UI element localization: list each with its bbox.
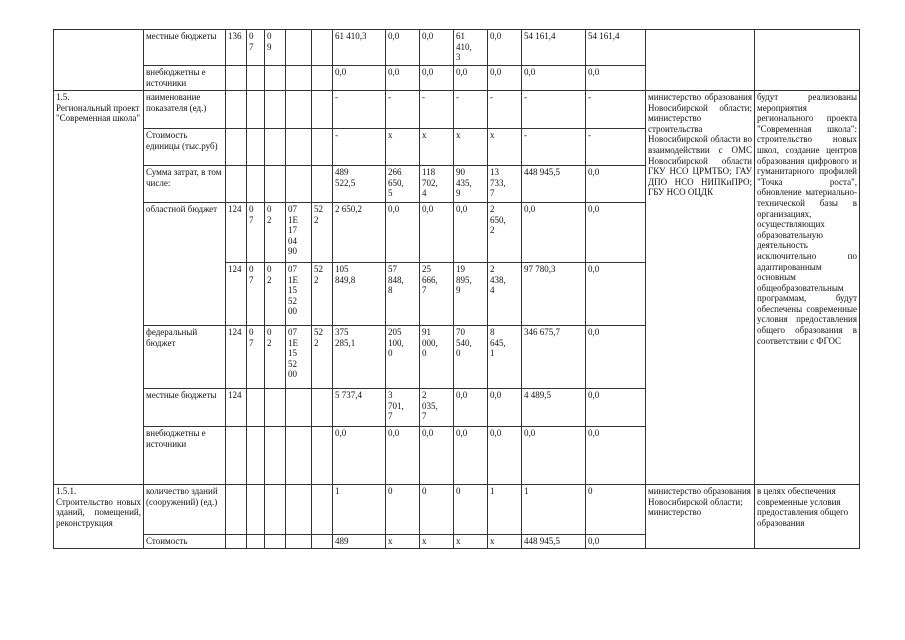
table-cell: 52 2 [312, 203, 333, 263]
table-cell: 97 780,3 [522, 263, 586, 326]
table-cell: 0 7 [247, 30, 265, 66]
table-cell: 2 650, 2 [488, 203, 522, 263]
table-cell: 0,0 [586, 166, 646, 203]
table-cell: 0,0 [522, 203, 586, 263]
table-cell [286, 389, 312, 427]
table-cell [286, 485, 312, 535]
table-cell: 136 [226, 30, 247, 66]
table-cell: x [488, 535, 522, 549]
table-cell: 0,0 [386, 66, 420, 91]
table-cell: 61 410, 3 [454, 30, 488, 66]
table-cell [286, 427, 312, 485]
table-cell: - [488, 91, 522, 129]
table-cell: 0,0 [488, 66, 522, 91]
table-cell: 07 1Е 15 52 00 [286, 326, 312, 389]
table-cell: 91 000, 0 [420, 326, 454, 389]
table-cell: 118 702, 4 [420, 166, 454, 203]
table-cell: - [522, 129, 586, 166]
table-cell [312, 535, 333, 549]
table-cell: 0 2 [265, 263, 286, 326]
table-cell: 205 100, 0 [386, 326, 420, 389]
table-cell: 1 [522, 485, 586, 535]
table-cell [226, 129, 247, 166]
table-cell: - [586, 91, 646, 129]
table-cell: 0 2 [265, 203, 286, 263]
table-cell [286, 535, 312, 549]
table-cell [265, 166, 286, 203]
table-cell: областной бюджет [144, 203, 226, 326]
table-cell [247, 535, 265, 549]
table-cell: 0,0 [586, 263, 646, 326]
table-cell [226, 91, 247, 129]
table-cell: 07 1Е 15 52 00 [286, 263, 312, 326]
table-cell [247, 389, 265, 427]
table-cell: 0,0 [420, 66, 454, 91]
table-cell [286, 129, 312, 166]
table-cell: 105 849,8 [333, 263, 386, 326]
table-cell: 124 [226, 263, 247, 326]
table-cell: 2 035, 7 [420, 389, 454, 427]
table-cell: 448 945,5 [522, 166, 586, 203]
result-cell: будут реализованы мероприятия регионального проекта "Современная школа": строительство новых школ, создание центров образования цифрового и гуманитарного профилей "Точка роста", обновление материально-технической базы в организациях, осуществляющих образовательную деятельность исключительно по адаптированным основным общеобразовательным программам, будут обеспечены современные условия предоставления общего образования в соответствии с ФГОС [755, 91, 860, 485]
table-cell: 346 675,7 [522, 326, 586, 389]
table-cell: 1 [333, 485, 386, 535]
table-cell: 5 737,4 [333, 389, 386, 427]
table-cell [226, 535, 247, 549]
table-cell [247, 485, 265, 535]
table-cell [265, 427, 286, 485]
table-cell [226, 427, 247, 485]
table-cell [247, 427, 265, 485]
table-cell: внебюджетны е источники [144, 66, 226, 91]
table-cell: 0,0 [488, 389, 522, 427]
table-cell: федеральный бюджет [144, 326, 226, 389]
table-cell: 0 [454, 485, 488, 535]
table-cell [312, 427, 333, 485]
table-cell: - [333, 91, 386, 129]
table-cell [312, 66, 333, 91]
table-cell: 2 650,2 [333, 203, 386, 263]
table-cell [265, 91, 286, 129]
table-cell: 19 895, 9 [454, 263, 488, 326]
table-cell: количество зданий (сооружений) (ед.) [144, 485, 226, 535]
table-cell: x [386, 129, 420, 166]
table-cell [265, 129, 286, 166]
table-cell [286, 166, 312, 203]
table-cell: 0 7 [247, 203, 265, 263]
table-cell: 61 410,3 [333, 30, 386, 66]
table-cell: 0 7 [247, 326, 265, 389]
table-cell: 25 666, 7 [420, 263, 454, 326]
table-cell: 0,0 [386, 30, 420, 66]
section-title-cell: 1.5.1. Строительство новых зданий, помещений, реконструкция [54, 485, 144, 549]
table-cell [286, 66, 312, 91]
table-row [54, 91, 860, 129]
table-cell: - [586, 129, 646, 166]
table-cell: 0 9 [265, 30, 286, 66]
table-cell: 0,0 [454, 427, 488, 485]
table-cell [247, 91, 265, 129]
table-cell: x [488, 129, 522, 166]
table-cell: - [420, 91, 454, 129]
result-cell: в целях обеспечения современные условия предоставления общего образования [755, 485, 860, 549]
table-cell [247, 166, 265, 203]
table-cell: x [454, 535, 488, 549]
table-cell: 0 [420, 485, 454, 535]
table-cell [312, 389, 333, 427]
table-cell: x [420, 535, 454, 549]
table-cell: Стоимость [144, 535, 226, 549]
table-cell: - [454, 91, 488, 129]
table-cell: x [386, 535, 420, 549]
responsible-cell: министерство образования Новосибирской области; министерство [646, 485, 755, 549]
table-cell: 0,0 [386, 427, 420, 485]
table-row [54, 30, 860, 66]
table-cell: 0,0 [420, 30, 454, 66]
table-cell: 0,0 [420, 203, 454, 263]
table-cell: 0 [386, 485, 420, 535]
table-cell: 70 540, 0 [454, 326, 488, 389]
table-cell: 0,0 [333, 427, 386, 485]
table-cell [265, 535, 286, 549]
table-cell: наименование показателя (ед.) [144, 91, 226, 129]
table-cell [312, 91, 333, 129]
table-cell [265, 485, 286, 535]
table-cell: 124 [226, 326, 247, 389]
table-cell: 0,0 [586, 427, 646, 485]
table-cell [312, 485, 333, 535]
table-cell [286, 91, 312, 129]
table-cell: 0 [586, 485, 646, 535]
table-cell [755, 30, 860, 91]
responsible-cell: министерство образования Новосибирской области; министерство строительства Новосибирской области во взаимодействии с ОМС Новосибирской области ГКУ НСО ЦРМТБО; ГАУ ДПО НСО НИПКиПРО; ГБУ НСО ОЦДК [646, 91, 755, 485]
table-cell: Сумма затрат, в том числе: [144, 166, 226, 203]
table-cell: местные бюджеты [144, 30, 226, 66]
table-cell: 2 438, 4 [488, 263, 522, 326]
table-cell: - [333, 129, 386, 166]
table-cell: 0,0 [386, 203, 420, 263]
table-cell: 375 285,1 [333, 326, 386, 389]
table-cell: 266 650, 5 [386, 166, 420, 203]
table-cell: 13 733, 7 [488, 166, 522, 203]
table-cell [226, 166, 247, 203]
table-cell [265, 66, 286, 91]
table-cell: 0,0 [586, 535, 646, 549]
table-cell: 0,0 [420, 427, 454, 485]
table-cell: 489 [333, 535, 386, 549]
table-cell: 489 522,5 [333, 166, 386, 203]
table-cell: 124 [226, 203, 247, 263]
table-cell: 0,0 [454, 66, 488, 91]
table-cell: 57 848, 8 [386, 263, 420, 326]
table-cell: - [522, 91, 586, 129]
table-cell: 8 645, 1 [488, 326, 522, 389]
table-cell [54, 30, 144, 91]
table-cell [226, 66, 247, 91]
table-cell [226, 485, 247, 535]
table-cell: 0,0 [488, 427, 522, 485]
table-cell: x [454, 129, 488, 166]
table-cell: местные бюджеты [144, 389, 226, 427]
table-cell: 0,0 [586, 203, 646, 263]
table-row [54, 485, 860, 535]
table-cell: 0,0 [586, 389, 646, 427]
table-cell [646, 30, 755, 91]
table-cell: внебюджетны е источники [144, 427, 226, 485]
table-cell [312, 166, 333, 203]
table-cell: 52 2 [312, 326, 333, 389]
table-cell: 4 489,5 [522, 389, 586, 427]
table-cell: 0,0 [586, 326, 646, 389]
table-cell: 0,0 [454, 389, 488, 427]
table-cell: 0 7 [247, 263, 265, 326]
table-cell: Стоимость единицы (тыс.руб) [144, 129, 226, 166]
table-cell: - [386, 91, 420, 129]
table-cell: x [420, 129, 454, 166]
table-cell: 0,0 [488, 30, 522, 66]
table-cell: 54 161,4 [522, 30, 586, 66]
table-cell: 448 945,5 [522, 535, 586, 549]
table-cell: 124 [226, 389, 247, 427]
table-cell: 3 701, 7 [386, 389, 420, 427]
table-cell: 54 161,4 [586, 30, 646, 66]
table-cell: 90 435, 9 [454, 166, 488, 203]
table-cell: 52 2 [312, 263, 333, 326]
table-cell [312, 129, 333, 166]
table-cell [247, 66, 265, 91]
table-cell [265, 389, 286, 427]
budget-table [53, 29, 860, 549]
table-cell: 0,0 [586, 66, 646, 91]
table-cell [286, 30, 312, 66]
table-cell: 0,0 [522, 427, 586, 485]
table-cell: 0,0 [333, 66, 386, 91]
table-cell: 0 2 [265, 326, 286, 389]
table-cell: 07 1Е 17 04 90 [286, 203, 312, 263]
table-cell: 0,0 [522, 66, 586, 91]
table-cell [312, 30, 333, 66]
section-title-cell: 1.5. Региональный проект "Современная школа" [54, 91, 144, 485]
table-cell: 0,0 [454, 203, 488, 263]
table-cell [247, 129, 265, 166]
table-cell: 1 [488, 485, 522, 535]
